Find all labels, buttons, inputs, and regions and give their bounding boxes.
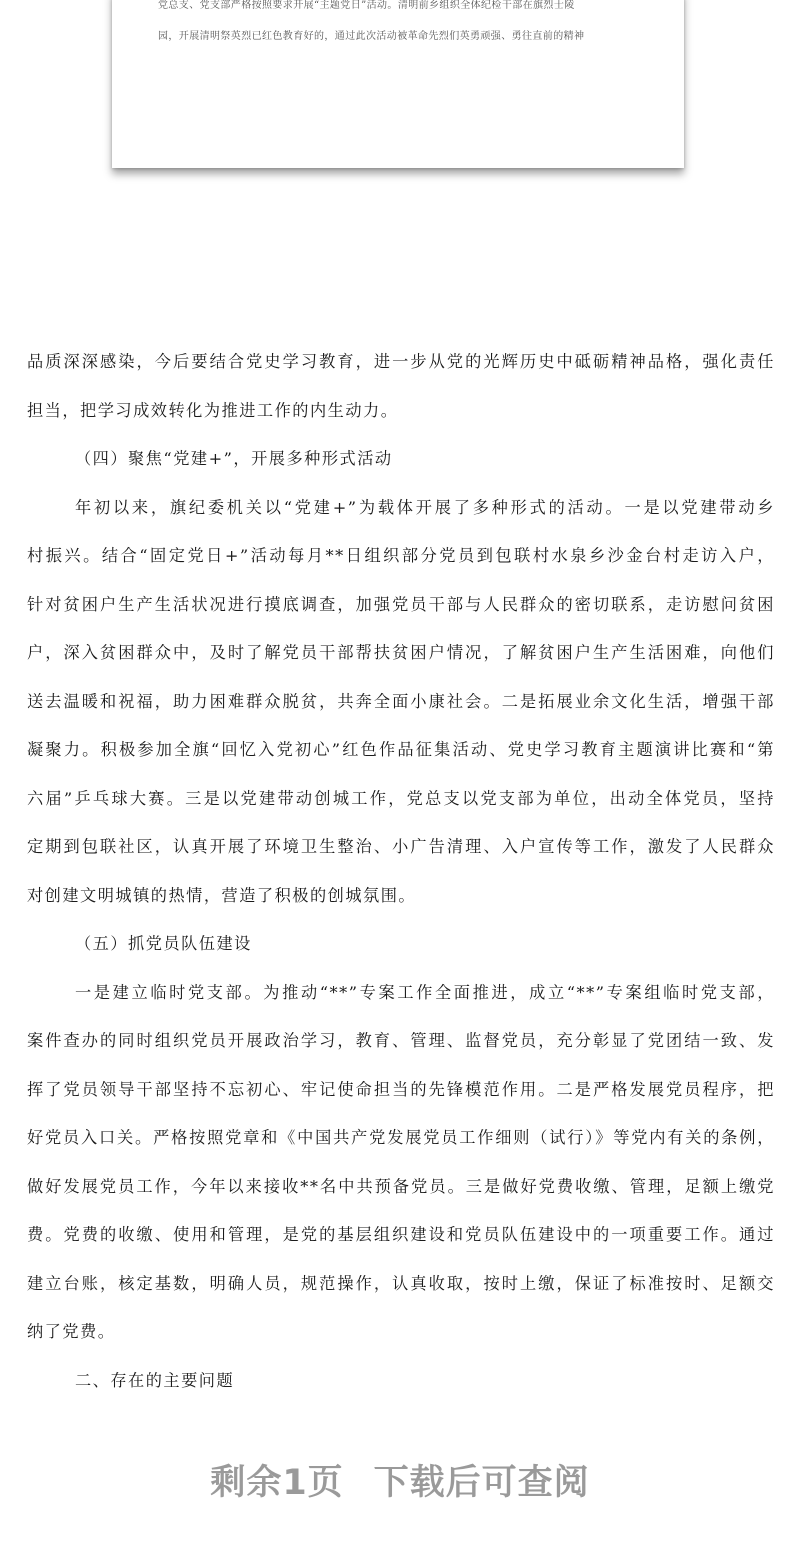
paragraph-line: 挥了党员领导干部坚持不忘初心、牢记使命担当的先锋模范作用。二是严格发展党员程序，把 <box>27 1079 775 1099</box>
preview-text-line: 党总支、党支部严格按照要求开展“主题党日”活动。清明前乡组织全体纪检干部在旗烈士陵 <box>158 0 575 11</box>
paragraph-line: （五）抓党员队伍建设 <box>75 934 252 953</box>
paragraph-line: 建立台账，核定基数，明确人员，规范操作，认真收取，按时上缴，保证了标准按时、足额交 <box>27 1273 775 1293</box>
paragraph-line: 案件查办的同时组织党员开展政治学习，教育、管理、监督党员，充分彰显了党团结一致、发 <box>27 1031 775 1050</box>
remaining-pages-banner[interactable] <box>0 1455 800 1505</box>
paragraph-line: 凝聚力。积极参加全旗“回忆入党初心”红色作品征集活动、党史学习教育主题演讲比赛和“第 <box>27 740 775 759</box>
paragraph-line: 户，深入贫困群众中，及时了解党员干部帮扶贫困户情况，了解贫困户生产生活困难，向他们 <box>27 643 775 662</box>
paragraph-line: 纳了党费。 <box>27 1322 116 1341</box>
paragraph-line: 送去温暖和祝福，助力困难群众脱贫，共奔全面小康社会。二是拓展业余文化生活，增强干部 <box>27 691 775 711</box>
preview-text-line: 园，开展清明祭英烈已红色教育好的，通过此次活动被革命先烈们英勇顽强、勇往直前的精神 <box>158 31 585 42</box>
paragraph-line: （四）聚焦“党建+”，开展多种形式活动 <box>75 449 393 468</box>
paragraph-line: 品质深深感染，今后要结合党史学习教育，进一步从党的光辉历史中砥砺精神品格，强化责任 <box>27 352 775 371</box>
paragraph-line: 年初以来，旗纪委机关以“党建+”为载体开展了多种形式的活动。一是以党建带动乡 <box>75 497 775 517</box>
paragraph-line: 一是建立临时党支部。为推动“**”专案工作全面推进，成立“**”专案组临时党支部， <box>75 982 775 1002</box>
download-to-view-label: 下载后可查阅 <box>373 1463 590 1503</box>
previous-page-preview <box>112 0 684 168</box>
document-body <box>27 338 775 1405</box>
paragraph-line: 做好发展党员工作，今年以来接收**名中共预备党员。三是做好党费收缴、管理，足额上缴党 <box>27 1176 775 1196</box>
paragraph-line: 二、存在的主要问题 <box>75 1370 235 1390</box>
paragraph-line: 费。党费的收缴、使用和管理，是党的基层组织建设和党员队伍建设中的一项重要工作。通过 <box>27 1225 775 1244</box>
paragraph-line: 针对贫困户生产生活状况进行摸底调查，加强党员干部与人民群众的密切联系，走访慰问贫困 <box>27 594 775 614</box>
paragraph-line: 好党员入口关。严格按照党章和《中国共产党发展党员工作细则（试行）》等党内有关的条例， <box>27 1128 775 1147</box>
paragraph-line: 对创建文明城镇的热情，营造了积极的创城氛围。 <box>27 885 417 905</box>
paragraph-line: 村振兴。结合“固定党日+”活动每月**日组织部分党员到包联村水泉乡沙金台村走访入户， <box>27 546 775 565</box>
paragraph-line: 定期到包联社区，认真开展了环境卫生整治、小广告清理、入户宣传等工作，激发了人民群众 <box>27 837 775 856</box>
paragraph-line: 六届”乒乓球大赛。三是以党建带动创城工作，党总支以党支部为单位，出动全体党员，坚持 <box>27 788 775 808</box>
paragraph-line: 担当，把学习成效转化为推进工作的内生动力。 <box>27 400 399 420</box>
remaining-pages-label: 剩余1页 <box>210 1463 344 1503</box>
